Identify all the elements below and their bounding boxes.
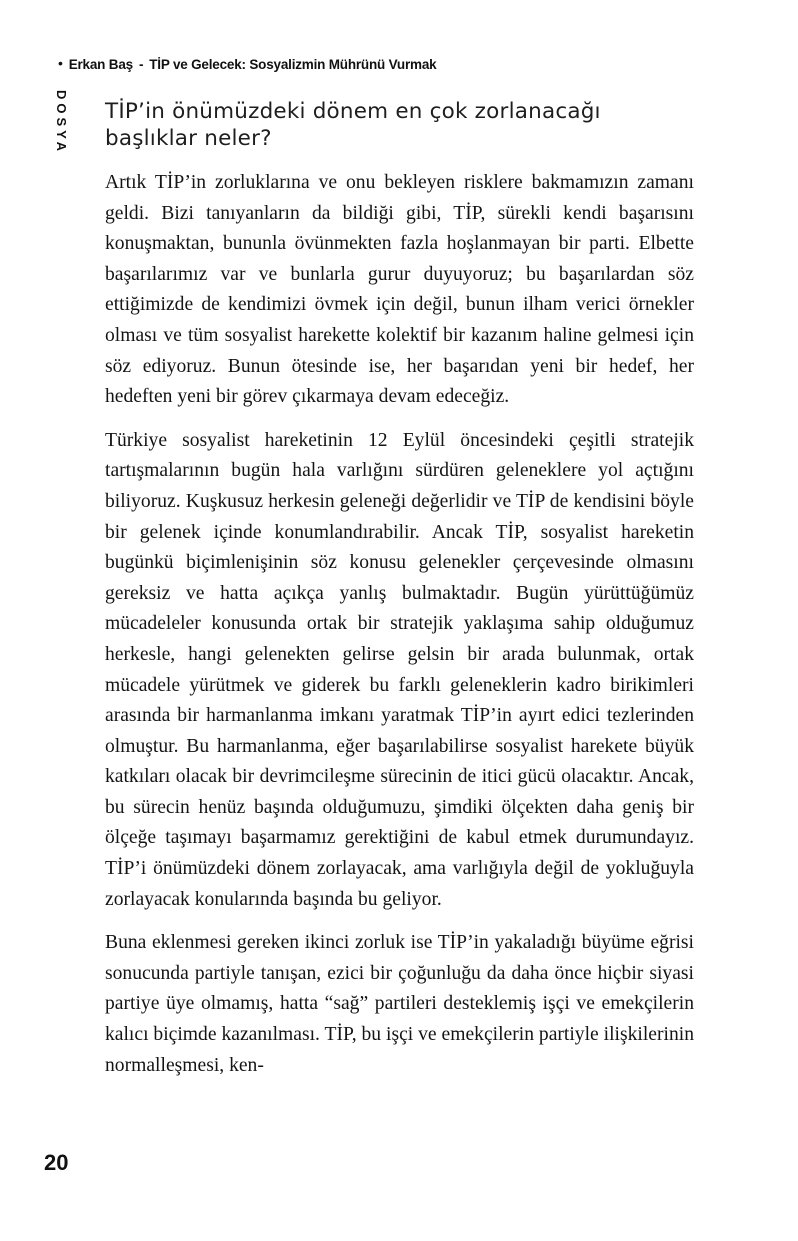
page-content bbox=[105, 98, 694, 1094]
header-separator: - bbox=[138, 57, 144, 72]
body-paragraph-1: Artık TİP’in zorluklarına ve onu bekleyen risklere bakmamızın zamanı geldi. Bizi tanıyanların da bildiği gibi, TİP, sürekli kendi başarısını konuşmaktan, bununla övünmekten fazla hoşlanmayan bir parti. Elbette başarılarımız var ve bunlarla gurur duyuyoruz; bu başarılardan söz ettiğimizde de kendimizi övmek için değil, bunun ilham verici örnekler olması ve tüm sosyalist harekette kolektif bir kazanım haline gelmesi için söz ediyoruz. Bunun ötesinde ise, her başarıdan yeni bir hedef, her hedeften yeni bir görev çıkarmaya devam edeceğiz. bbox=[105, 172, 694, 408]
header-author: Erkan Baş bbox=[68, 57, 133, 72]
header-book-title: TİP ve Gelecek: Sosyalizmin Mührünü Vurmak bbox=[149, 57, 437, 72]
body-paragraph-3: Buna eklenmesi gereken ikinci zorluk ise TİP’in yakaladığı büyüme eğrisi sonucunda partiyle tanışan, ezici bir çoğunluğu da daha önce hiçbir siyasi partiye üye olmamış, hatta “sağ” partileri desteklemiş işçi ve emekçilerin kalıcı biçimde kazanılması. TİP, bu işçi ve emekçilerin partiyle ilişkilerinin normalleşmesi, ken- bbox=[105, 932, 694, 1076]
bullet-icon: • bbox=[58, 55, 63, 71]
running-header bbox=[58, 56, 738, 72]
article-heading: TİP’in önümüzdeki dönem en çok zorlanacağı başlıklar neler? bbox=[105, 99, 601, 151]
page-number: 20 bbox=[44, 1150, 69, 1175]
body-paragraph-2: Türkiye sosyalist hareketinin 12 Eylül öncesindeki çeşitli stratejik tartışmalarının bugün hala varlığını sürdüren geleneklere yol açtığını biliyoruz. Kuşkusuz herkesin geleneği değerlidir ve TİP de kendisini böyle bir gelenek içinde konumlandırabilir. Ancak TİP, sosyalist hareketin bugünkü biçimlenişinin söz konusu gelenekler çerçevesinde olmasını gereksiz ve hatta açıkça yanlış bulmaktadır. Bugün yürüttüğümüz mücadeleler konusunda ortak bir stratejik yaklaşıma sahip olduğumuz herkesle, hangi gelenekten gelirse gelsin bir arada bulunmak, ortak mücadele yürütmek ve giderek bu farklı geleneklerin kadro birikimleri arasında bir harmanlanma imkanı yaratmak TİP’in ayırt edici tezlerinden olmuştur. Bu harmanlanma, eğer başarılabilirse sosyalist harekete büyük katkıları olacak bir devrimcileşme sürecinin de itici gücü olacaktır. Ancak, bu sürecin henüz başında olduğumuzu, şimdiki ölçekten daha geniş bir ölçeğe taşımayı başarmamız gerektiğini de kabul etmek durumundayız. TİP’i önümüzdeki dönem zorlayacak, ama varlığıyla değil de yokluğuyla zorlayacak konularında başında bu geliyor. bbox=[105, 429, 694, 910]
section-label-dosya: DOSYA bbox=[54, 90, 69, 156]
